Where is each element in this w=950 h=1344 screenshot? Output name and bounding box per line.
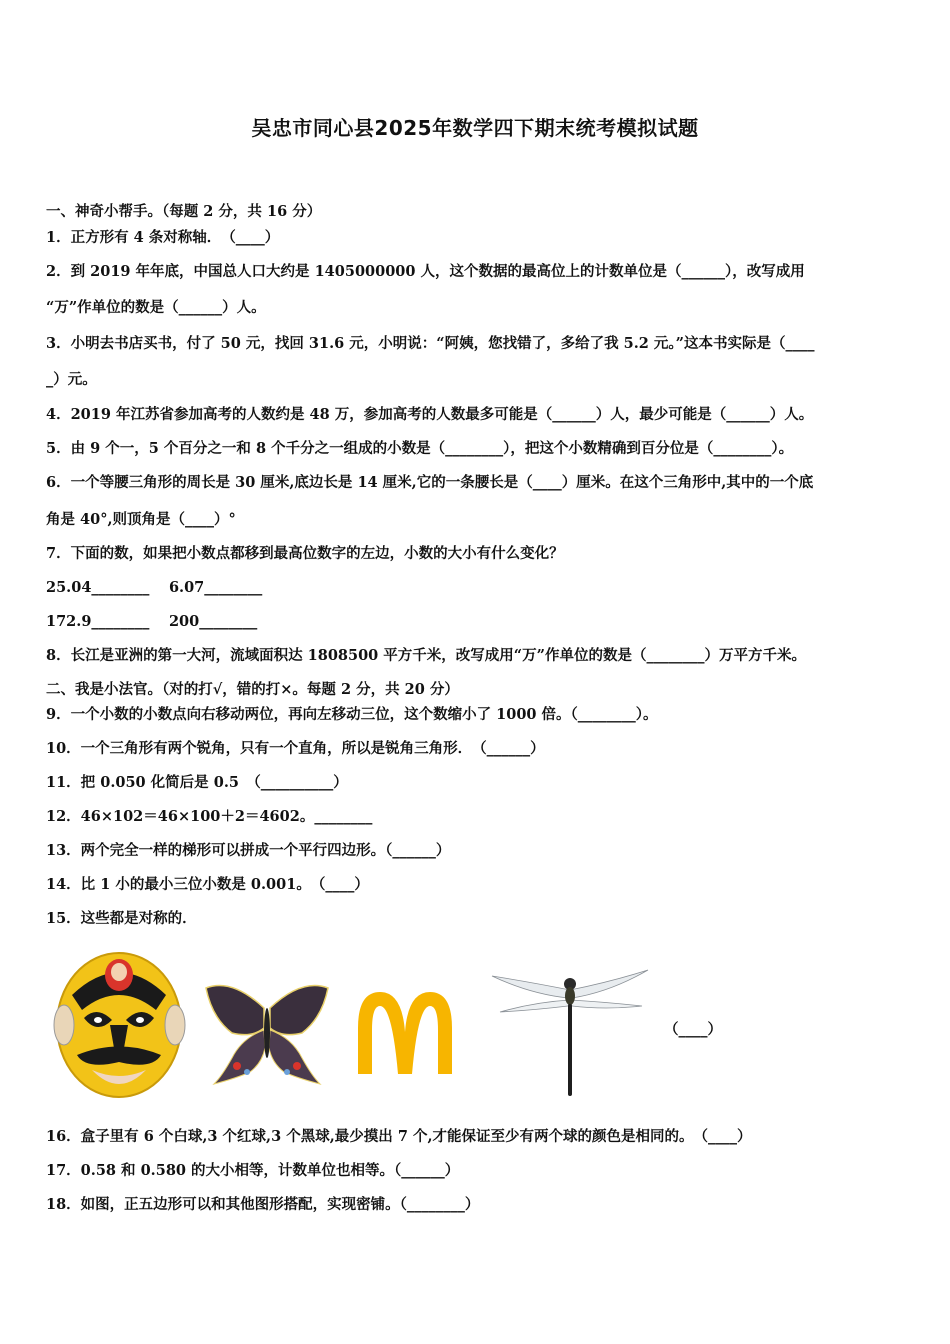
m-logo-image [354, 988, 456, 1078]
page-title: 吴忠市同心县2025年数学四下期末统考模拟试题 [251, 116, 699, 140]
question-2-line-2: “万”作单位的数是（______）人。 [46, 299, 266, 316]
question-8: 8．长江是亚洲的第一大河，流域面积达 1808500 平方千米，改写成用“万”作单位的数是（________）万平方千米。 [46, 647, 806, 664]
dragonfly-image [490, 962, 650, 1100]
question-15: 15．这些都是对称的． [46, 910, 197, 927]
question-11: 11．把 0.050 化简后是 0.5 （__________） [46, 774, 348, 791]
question-3-line-1: 3．小明去书店买书，付了 50 元，找回 31.6 元，小明说：“阿姨，您找错了，多给了我 5.2 元。”这本书实际是（____ [46, 335, 815, 352]
butterfly-image [202, 978, 332, 1088]
question-7-row-1: 25.04________ 6.07________ [46, 579, 263, 596]
question-7: 7．下面的数，如果把小数点都移到最高位数字的左边，小数的大小有什么变化？ [46, 545, 564, 562]
question-6-line-1: 6．一个等腰三角形的周长是 30 厘米,底边长是 14 厘米,它的一条腰长是（____）厘米。在这个三角形中,其中的一个底 [46, 474, 814, 491]
question-3-line-2: _）元。 [46, 371, 97, 388]
question-13: 13．两个完全一样的梯形可以拼成一个平行四边形。（______） [46, 842, 451, 859]
question-5: 5．由 9 个一，5 个百分之一和 8 个千分之一组成的小数是（________），把这个小数精确到百分位是（________）。 [46, 440, 794, 457]
question-9: 9．一个小数的小数点向右移动两位，再向左移动三位，这个数缩小了 1000 倍。（________）。 [46, 706, 658, 723]
symmetry-figures [52, 940, 752, 1100]
question-12: 12．46×102＝46×100＋2＝4602。________ [46, 808, 373, 825]
opera-mask-image [52, 940, 187, 1098]
question-4: 4．2019 年江苏省参加高考的人数约是 48 万，参加高考的人数最多可能是（______）人，最少可能是（______）人。 [46, 406, 814, 423]
question-14: 14．比 1 小的最小三位小数是 0.001。 （____） [46, 876, 369, 893]
question-2-line-1: 2．到 2019 年年底，中国总人口大约是 1405000000 人，这个数据的最高位上的计数单位是（______），改写成用 [46, 263, 805, 280]
question-17: 17．0.58 和 0.580 的大小相等，计数单位也相等。（______） [46, 1162, 460, 1179]
question-15-blank: （____） [664, 1021, 722, 1038]
section-1-heading: 一、神奇小帮手。（每题 2 分，共 16 分） [46, 203, 322, 220]
question-18: 18．如图，正五边形可以和其他图形搭配，实现密铺。（________） [46, 1196, 480, 1213]
question-16: 16．盒子里有 6 个白球,3 个红球,3 个黑球,最少摸出 7 个,才能保证至少有两个球的颜色是相同的。 （____） [46, 1128, 752, 1145]
question-7-row-2: 172.9________ 200________ [46, 613, 258, 630]
question-10: 10．一个三角形有两个锐角，只有一个直角，所以是锐角三角形． （______） [46, 740, 545, 757]
question-6-line-2: 角是 40°,则顶角是（____）° [46, 511, 236, 528]
section-2-heading: 二、我是小法官。（对的打√，错的打×。每题 2 分，共 20 分） [46, 681, 459, 698]
question-1: 1．正方形有 4 条对称轴． （____） [46, 229, 280, 246]
